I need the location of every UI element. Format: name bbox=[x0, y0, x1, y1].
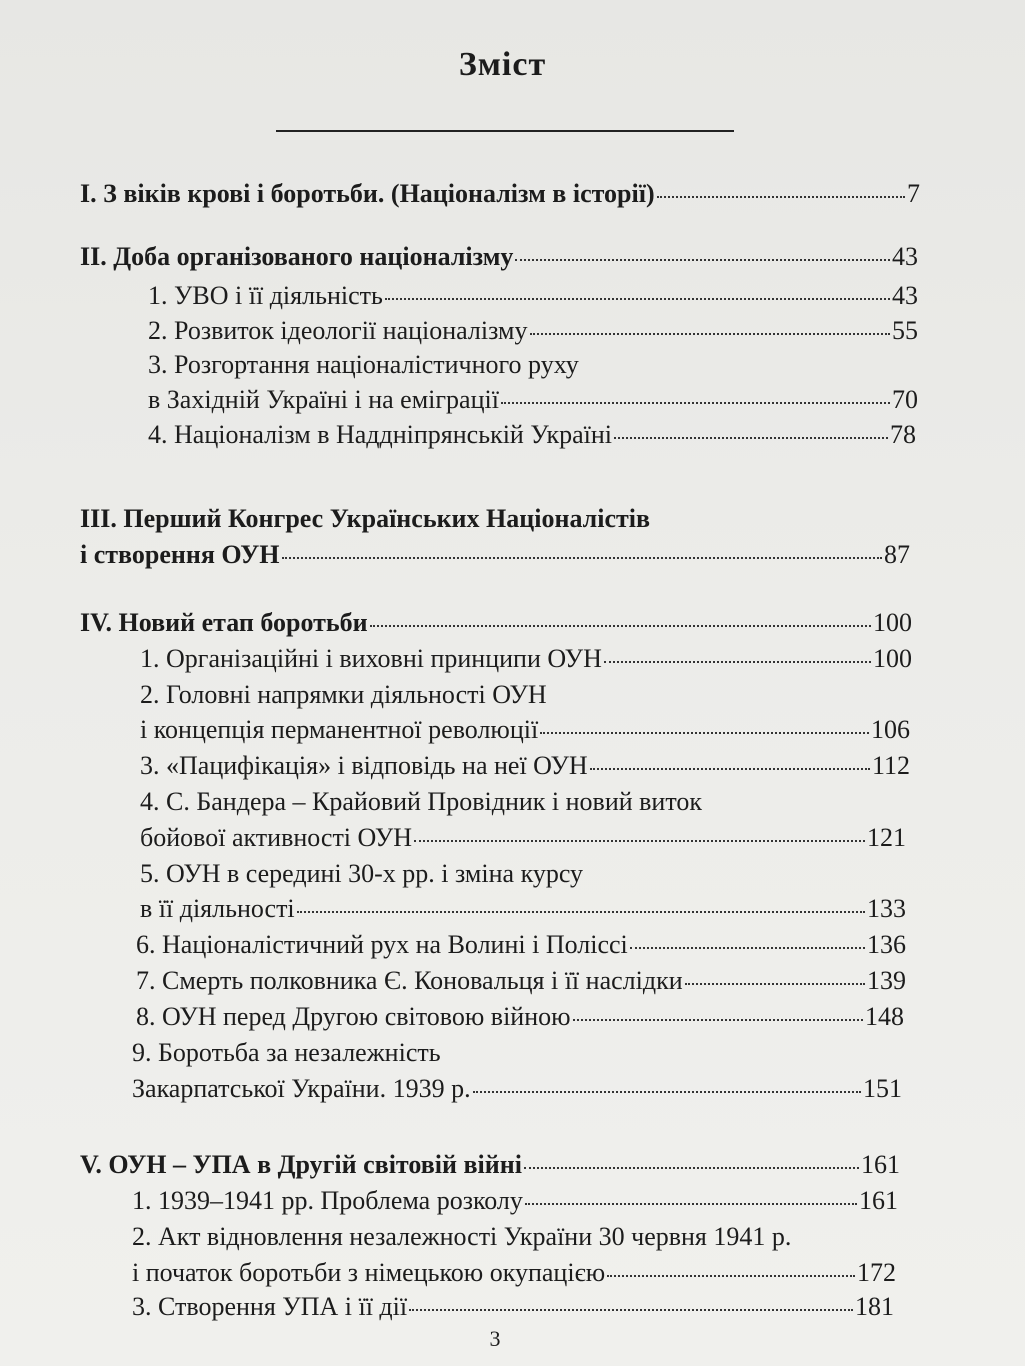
toc-entry-section-3 bbox=[80, 539, 910, 571]
toc-entry-2-2 bbox=[148, 315, 918, 347]
toc-page-number: 100 bbox=[873, 644, 912, 673]
page-number: 3 bbox=[489, 1326, 501, 1351]
toc-page-number: 70 bbox=[892, 385, 918, 414]
toc-leader-dots bbox=[297, 911, 865, 913]
toc-page-number: 43 bbox=[892, 242, 918, 271]
toc-page-number: 148 bbox=[865, 1002, 904, 1031]
toc-page-number: 87 bbox=[884, 540, 910, 569]
page-title: Зміст bbox=[458, 46, 547, 83]
toc-entry-4-8 bbox=[136, 1001, 904, 1033]
toc-label: Закарпатської України. 1939 р. bbox=[132, 1074, 471, 1103]
toc-label: 3. «Пацифікація» і відповідь на неї ОУН bbox=[140, 751, 588, 780]
toc-leader-dots bbox=[607, 1275, 855, 1277]
toc-page-number: 181 bbox=[855, 1292, 894, 1321]
toc-leader-dots bbox=[385, 298, 890, 300]
toc-label: і створення ОУН bbox=[80, 540, 280, 569]
toc-entry-4-2-line1: 2. Головні напрямки діяльності ОУН bbox=[140, 680, 547, 709]
toc-entry-2-3-line1: 3. Розгортання націоналістичного руху bbox=[148, 350, 579, 379]
toc-label: V. ОУН – УПА в Другій світовій війні bbox=[80, 1150, 522, 1179]
toc-leader-dots bbox=[473, 1091, 861, 1093]
toc-page-number: 172 bbox=[857, 1258, 896, 1287]
toc-label: 1. УВО і її діяльність bbox=[148, 281, 383, 310]
toc-entry-4-2 bbox=[140, 714, 910, 746]
toc-page-number: 106 bbox=[871, 715, 910, 744]
toc-entry-4-9 bbox=[132, 1073, 902, 1105]
toc-entry-4-7 bbox=[136, 965, 906, 997]
toc-label: і початок боротьби з німецькою окупацією bbox=[132, 1258, 606, 1287]
toc-label: 3. Створення УПА і її дії bbox=[132, 1292, 408, 1321]
toc-leader-dots bbox=[604, 661, 871, 663]
toc-label: в її діяльності bbox=[140, 894, 295, 923]
toc-page-number: 136 bbox=[867, 930, 906, 959]
toc-leader-dots bbox=[409, 1309, 853, 1311]
toc-entry-4-6 bbox=[136, 929, 906, 961]
toc-label: 1. 1939–1941 рр. Проблема розколу bbox=[132, 1186, 523, 1215]
toc-entry-2-1 bbox=[148, 280, 918, 312]
toc-leader-dots bbox=[657, 196, 905, 198]
toc-leader-dots bbox=[685, 983, 865, 985]
toc-label: II. Доба організованого націоналізму bbox=[80, 242, 514, 271]
toc-leader-dots bbox=[590, 768, 870, 770]
toc-label: 6. Націоналістичний рух на Волині і Поліссі bbox=[136, 930, 628, 959]
toc-entry-5-3 bbox=[132, 1291, 894, 1323]
toc-page-number: 43 bbox=[892, 281, 918, 310]
toc-leader-dots bbox=[370, 625, 871, 627]
toc-page-number: 151 bbox=[863, 1074, 902, 1103]
toc-label: 2. Розвиток ідеології націоналізму bbox=[148, 316, 528, 345]
toc-entry-4-4-line1: 4. С. Бандера – Крайовий Провідник і новий виток bbox=[140, 787, 702, 816]
toc-leader-dots bbox=[573, 1019, 863, 1021]
toc-entry-4-4 bbox=[140, 822, 906, 854]
toc-entry-section-2 bbox=[80, 241, 918, 273]
toc-leader-dots bbox=[282, 557, 883, 559]
toc-leader-dots bbox=[501, 402, 890, 404]
toc-entry-4-3 bbox=[140, 750, 910, 782]
toc-entry-4-5-line1: 5. ОУН в середині 30-х рр. і зміна курсу bbox=[140, 859, 584, 888]
toc-leader-dots bbox=[525, 1203, 857, 1205]
toc-entry-4-5 bbox=[140, 893, 906, 925]
toc-label: IV. Новий етап боротьби bbox=[80, 608, 368, 637]
toc-page-number: 161 bbox=[859, 1186, 898, 1215]
toc-page-number: 55 bbox=[892, 316, 918, 345]
toc-leader-dots bbox=[614, 437, 888, 439]
toc-entry-4-9-line1: 9. Боротьба за незалежність bbox=[132, 1038, 441, 1067]
toc-page-number: 112 bbox=[871, 751, 910, 780]
toc-leader-dots bbox=[524, 1167, 859, 1169]
toc-entry-section-1 bbox=[80, 178, 920, 210]
toc-label: 8. ОУН перед Другою світовою війною bbox=[136, 1002, 571, 1031]
toc-page-number: 161 bbox=[861, 1150, 900, 1179]
toc-leader-dots bbox=[515, 259, 890, 261]
toc-page-number: 121 bbox=[867, 823, 906, 852]
toc-leader-dots bbox=[540, 732, 869, 734]
toc-entry-2-4 bbox=[148, 419, 916, 451]
toc-label: 4. Націоналізм в Наддніпрянській Україні bbox=[148, 420, 612, 449]
toc-entry-2-3 bbox=[148, 384, 918, 416]
toc-label: в Західній Україні і на еміграції bbox=[148, 385, 499, 414]
toc-page-number: 7 bbox=[907, 179, 920, 208]
toc-entry-5-2 bbox=[132, 1257, 896, 1289]
toc-entry-section-5 bbox=[80, 1149, 900, 1181]
toc-label: і концепція перманентної революції bbox=[140, 715, 539, 744]
title-divider bbox=[276, 130, 734, 132]
toc-label: 1. Організаційні і виховні принципи ОУН bbox=[140, 644, 602, 673]
toc-leader-dots bbox=[414, 840, 865, 842]
toc-entry-section-4 bbox=[80, 607, 912, 639]
toc-leader-dots bbox=[630, 947, 865, 949]
toc-page-number: 139 bbox=[867, 966, 906, 995]
toc-label: бойової активності ОУН bbox=[140, 823, 413, 852]
toc-page-number: 100 bbox=[873, 608, 912, 637]
toc-label: 7. Смерть полковника Є. Коновальця і її наслідки bbox=[136, 966, 683, 995]
toc-entry-4-1 bbox=[140, 643, 912, 675]
toc-page-number: 78 bbox=[890, 420, 916, 449]
toc-page-number: 133 bbox=[867, 894, 906, 923]
toc-leader-dots bbox=[530, 333, 891, 335]
toc-label: I. З віків крові і боротьби. (Націоналізм в історії) bbox=[80, 179, 655, 208]
toc-entry-5-2-line1: 2. Акт відновлення незалежності України 30 червня 1941 р. bbox=[132, 1222, 792, 1251]
toc-entry-section-3-line1: III. Перший Конгрес Українських Націоналістів bbox=[80, 504, 651, 533]
toc-entry-5-1 bbox=[132, 1185, 898, 1217]
